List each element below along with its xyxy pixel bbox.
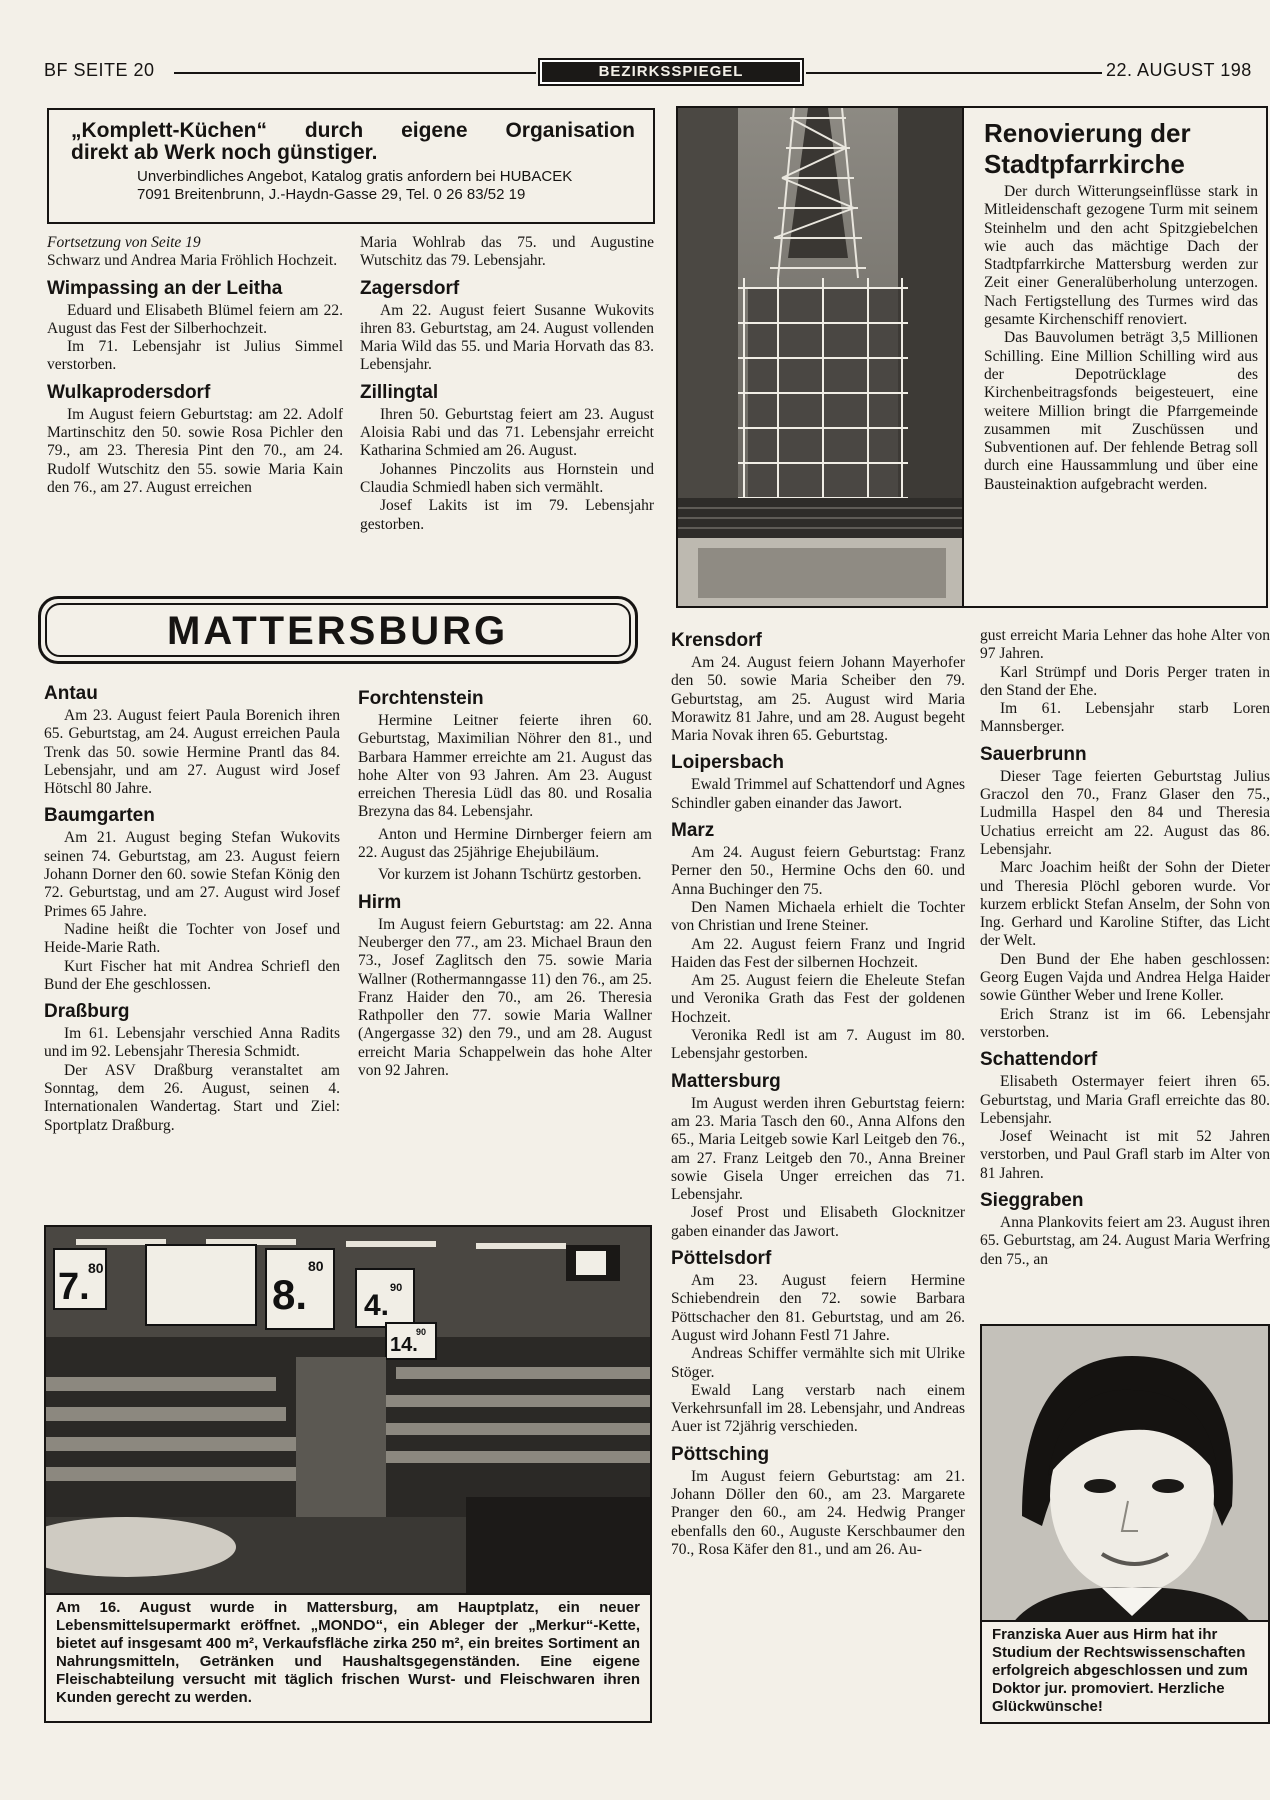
article-text: Anton und Hermine Dirnberger feiern am 22. August das 25jährige Ehejubiläum. (358, 825, 652, 862)
ad-contact (71, 168, 635, 204)
price-sign-cents: 80 (88, 1260, 104, 1276)
article-text: Johannes Pinczolits aus Hornstein und Claudia Schmiedl haben sich vermählt. (360, 460, 654, 496)
price-sign-cents: 90 (416, 1327, 427, 1337)
price-sign-text: 14. (390, 1334, 418, 1356)
article-text: Im August werden ihren Geburtstag feiern: am 23. Maria Tasch den 60., Anna Alfons den 65., Maria Leitgeb sowie Karl Leitgeb den 76., am 27. Franz Leitgeb den 70., Anna Breiner sowie Gisela Unger erreichen das 71. Lebensjahr. (671, 1094, 965, 1204)
issue-date: 22. AUGUST 198 (1106, 60, 1252, 80)
town-heading: Loipersbach (671, 752, 784, 774)
article-text: Anna Plankovits feiert am 23. August ihren 65. Geburtstag, am 24. August Maria Werfring den 75., an (980, 1214, 1270, 1268)
article-text: Am 24. August feiern Geburtstag: Franz Perner den 50., Hermine Ochs den 60. und Anna Buchinger den 75. (671, 844, 965, 898)
header-rule-left (174, 72, 536, 74)
portrait-caption: Franziska Auer aus Hirm hat ihr Studium der Rechtswissenschaften erfolgreich abgeschlossen und zum Doktor jur. promoviert. Herzliche Glückwünsche! (980, 1622, 1270, 1724)
section-label: BEZIRKSSPIEGEL (542, 62, 800, 82)
supermarket-photo (44, 1225, 652, 1595)
price-sign-text: 8. (272, 1271, 308, 1318)
town-heading: Baumgarten (44, 805, 155, 827)
article-text: Kurt Fischer hat mit Andrea Schriefl den Bund der Ehe geschlossen. (44, 957, 340, 993)
article-text: Erich Stranz ist im 66. Lebensjahr verstorben. (980, 1005, 1270, 1041)
article-text: Im August feiern Geburtstag: am 22. Anna Neuberger den 77., am 23. Michael Braun den 73., Josef Zaglitsch den 75. sowie Maria Wallner (Rothermanngasse 11) den 76., am 25. Franz Haider den 70., am 26. Theresia Rathpoller den 77. sowie Maria Wallner (Angergasse 32) den 79., und am 28. August erreicht Maria Schappelwein das hohe Alter von 92 Jahren. (358, 915, 652, 1080)
ad-title-word: eigene (401, 119, 468, 142)
article-text: Am 23. August feiern Hermine Schiebendrein den 72. sowie Barbara Pöttschacher den 81. Geburtstag, und am 26. August wird Johann Festl 71 Jahre. (671, 1272, 965, 1344)
town-heading: Draßburg (44, 1001, 130, 1023)
column-top-1 (47, 234, 343, 497)
ad-title-word: durch (304, 119, 364, 142)
town-heading: Zillingtal (360, 381, 439, 403)
ad-address: 7091 Breitenbrunn, J.-Haydn-Gasse 29, Tel. 0 26 83/52 19 (137, 186, 526, 203)
town-heading: Marz (671, 820, 715, 842)
column-mattersburg-4 (980, 627, 1270, 1321)
portrait-photo (980, 1324, 1270, 1622)
town-heading: Wulkaprodersdorf (47, 381, 211, 403)
supermarket-caption: Am 16. August wurde in Mattersburg, am Hauptplatz, ein neuer Lebensmittelsupermarkt eröffnet. „MONDO“, ein Ableger der „Merkur“-Kette, bietet auf insgesamt 400 m², Verkaufsfläche zirka 250 m², ein breites Sortiment an Nahrungsmitteln, Getränken und Haushaltsgegenständen. Eine eigene Fleischabteilung versucht mit täglich frischen Wurst- und Fleischwaren ihren Kunden gerecht zu werden. (44, 1595, 652, 1723)
article-text: Im August feiern Geburtstag: am 21. Johann Döller den 60., am 23. Margarete Pranger den 60., am 24. Hedwig Pranger ebenfalls den 60., Auguste Kerschbaumer den 70., Rosa Käfer den 81., und am 26. Au- (671, 1467, 965, 1558)
article-text: Nadine heißt die Tochter von Josef und Heide-Marie Rath. (44, 920, 340, 957)
town-heading: Wimpassing an der Leitha (47, 277, 283, 299)
article-text: Im 61. Lebensjahr verschied Anna Radits und im 92. Lebensjahr Theresia Schmidt. (44, 1025, 340, 1061)
ad-title-word: Organisation (505, 119, 635, 142)
article-text: Am 22. August feiern Franz und Ingrid Haiden das Fest der silbernen Hochzeit. (671, 935, 965, 971)
article-text: Am 24. August feiern Johann Mayerhofer den 50. sowie Maria Scheiber den 79. Geburtstag, am 25. August wird Maria Morawitz 81 Jahre, und am 28. August begeht Maria Novak ihren 65. Geburtstag. (671, 654, 965, 745)
article-text: Hermine Leitner feierte ihren 60. Geburtstag, Maximilian Nöhrer den 81., und Barbara Hammer erreichte am 21. August das hohe Alter von 93 Jahren. Am 23. August erreichen Theresia Lüdl das 80. und Rosalia Brezyna das 84. Lebensjahr. (358, 712, 652, 821)
article-text: Den Namen Michaela erhielt die Tochter von Christian und Irene Steiner. (671, 898, 965, 935)
article-text: Ihren 50. Geburtstag feiert am 23. August Aloisia Rabi und das 71. Lebensjahr erreicht Katharina Schmied am 26. August. (360, 405, 654, 460)
church-article-box (964, 106, 1268, 608)
article-text: Ewald Lang verstarb nach einem Verkehrsunfall im 28. Lebensjahr, und Andreas Auer ist 72jährig verschieden. (671, 1381, 965, 1436)
church-tower-photo (676, 106, 964, 608)
article-text: Im 61. Lebensjahr starb Loren Mannsberger. (980, 700, 1270, 736)
article-text: Das Bauvolumen beträgt 3,5 Millionen Schilling. Eine Million Schilling wird aus der Depotrücklage des Kirchenbeitragsfonds beigesteuert, eine weitere Million bringt die Pfarrgemeinde zusammen mit Zuschüssen und Subventionen auf. Der fehlende Betrag soll durch eine Haussammlung und über eine Bausteinaktion aufgebracht werden. (984, 329, 1258, 493)
mattersburg-banner (38, 596, 638, 664)
church-scaffold-illustration (678, 108, 964, 608)
article-text: Am 21. August beging Stefan Wukovits seinen 74. Geburtstag, am 23. August feiern Johann Dorner den 60. sowie Stefan König den 72. Geburtstag, und am 27. August wird Josef Primes 65 Jahre. (44, 829, 340, 920)
ad-line: Unverbindliches Angebot, Katalog gratis anfordern bei HUBACEK (137, 168, 573, 185)
banner-title: MATTERSBURG (45, 603, 631, 657)
ad-title (71, 120, 635, 164)
church-article-title: Renovierung der Stadtpfarrkirche (984, 118, 1191, 179)
article-text: Andreas Schiffer vermählte sich mit Ulrike Stöger. (671, 1345, 965, 1381)
article-text: Am 25. August feiern die Eheleute Stefan und Veronika Grath das Fest der goldenen Hochzeit. (671, 972, 965, 1026)
continuation-note: Fortsetzung von Seite 19 (47, 234, 201, 251)
article-text: Der durch Witterungseinflüsse stark in Mitleidenschaft gezogene Turm mit seinem Steinhelm und den acht Spitzgiebelchen wie auch das mächtige Dach der Stadtpfarrkirche Mattersburg werden zur Zeit einer Generalüberholung unterzogen. Nach Fertigstellung des Turmes wird das gesamte Kirchenschiff renoviert. (984, 183, 1258, 329)
article-text: Am 22. August feiert Susanne Wukovits ihren 83. Geburtstag, am 24. August vollenden Maria Wild das 55. und Maria Horvath das 83. Lebensjahr. (360, 301, 654, 374)
article-text: Im August feiern Geburtstag: am 22. Adolf Martinschitz den 50. sowie Rosa Pichler den 79., am 23. Theresia Pint den 70., am 24. Rudolf Wutschitz den 55. sowie Maria Kain den 76., am 27. August erreichen (47, 405, 343, 496)
article-text: Dieser Tage feierten Geburtstag Julius Graczol den 70., Franz Glaser den 75., Ludmilla Haspel den 84 und Theresia Uchatius erreicht am 22. August das 86. Lebensjahr. (980, 767, 1270, 858)
article-text: Ewald Trimmel auf Schattendorf und Agnes Schindler gaben einander das Jawort. (671, 776, 965, 812)
header-rule-right (806, 72, 1102, 74)
town-heading: Forchtenstein (358, 688, 484, 709)
section-label-box (538, 58, 804, 86)
price-sign-text: 4. (364, 1289, 390, 1322)
article-text: Vor kurzem ist Johann Tschürtz gestorben. (378, 866, 642, 884)
town-heading: Antau (44, 683, 98, 704)
column-mattersburg-1 (44, 683, 340, 1135)
portrait-illustration (982, 1326, 1270, 1622)
article-text: Der ASV Draßburg veranstaltet am Sonntag, dem 26. August, seinen 4. Internationalen Wandertag. Start und Ziel: Sportplatz Draßburg. (44, 1061, 340, 1134)
article-text: Veronika Redl ist am 7. August im 80. Lebensjahr gestorben. (671, 1027, 965, 1063)
article-text: Josef Weinacht ist mit 52 Jahren verstorben, und Paul Grafl starb im Alter von 81 Jahren. (980, 1128, 1270, 1182)
price-sign-text: 7. (58, 1266, 90, 1308)
town-heading: Sieggraben (980, 1190, 1084, 1212)
article-text: Elisabeth Ostermayer feiert ihren 65. Geburtstag, und Maria Grafl erreichte das 80. Lebensjahr. (980, 1073, 1270, 1127)
article-text: Den Bund der Ehe haben geschlossen: Georg Eugen Vajda und Andrea Helga Haider sowie Günther Weber und Irene Koller. (980, 950, 1270, 1005)
town-heading: Pöttsching (671, 1443, 770, 1465)
price-sign-cents: 90 (390, 1282, 403, 1294)
page-number: BF SEITE 20 (44, 60, 155, 80)
town-heading: Hirm (358, 891, 402, 913)
ad-title-line2: direkt ab Werk noch günstiger. (71, 141, 378, 164)
column-mattersburg-3 (671, 630, 965, 1559)
town-heading: Pöttelsdorf (671, 1248, 772, 1270)
supermarket-interior-illustration (46, 1227, 650, 1593)
ad-title-word: „Komplett-Küchen“ (71, 119, 267, 142)
article-text: Maria Wohlrab das 75. und Augustine Wutschitz das 79. Lebensjahr. (360, 234, 654, 270)
town-heading: Zagersdorf (360, 277, 460, 299)
article-text: Josef Lakits ist im 79. Lebensjahr gestorben. (360, 497, 654, 533)
article-text: Karl Strümpf und Doris Perger traten in den Stand der Ehe. (980, 663, 1270, 699)
town-heading: Schattendorf (980, 1049, 1098, 1071)
article-text: gust erreicht Maria Lehner das hohe Alter von 97 Jahren. (980, 627, 1270, 663)
town-heading: Krensdorf (671, 630, 762, 651)
article-text: Schwarz und Andrea Maria Fröhlich Hochzeit. (47, 252, 338, 270)
town-heading: Mattersburg (671, 1070, 781, 1092)
kitchen-ad (47, 108, 655, 224)
column-top-2 (360, 234, 654, 534)
column-mattersburg-2 (358, 688, 652, 1080)
price-sign-cents: 80 (308, 1258, 324, 1274)
article-text: Marc Joachim heißt der Sohn der Dieter und Theresia Plöchl geboren wurde. Vor kurzem erblickt Stefan Anselm, der Sohn von Ing. Gerhard und Karoline Stifter, das Licht der Welt. (980, 859, 1270, 950)
article-text: Am 23. August feiert Paula Borenich ihren 65. Geburtstag, am 24. August erreichen Paula Trenk das 50. sowie Hermine Prantl das 84. Lebensjahr, und am 27. August wird Josef Hötschl 80 Jahre. (44, 707, 340, 798)
article-text: Eduard und Elisabeth Blümel feiern am 22. August das Fest der Silberhochzeit. (47, 301, 343, 337)
article-text: Josef Prost und Elisabeth Glocknitzer gaben einander das Jawort. (671, 1204, 965, 1240)
article-text: Im 71. Lebensjahr ist Julius Simmel verstorben. (47, 338, 343, 374)
town-heading: Sauerbrunn (980, 743, 1087, 765)
